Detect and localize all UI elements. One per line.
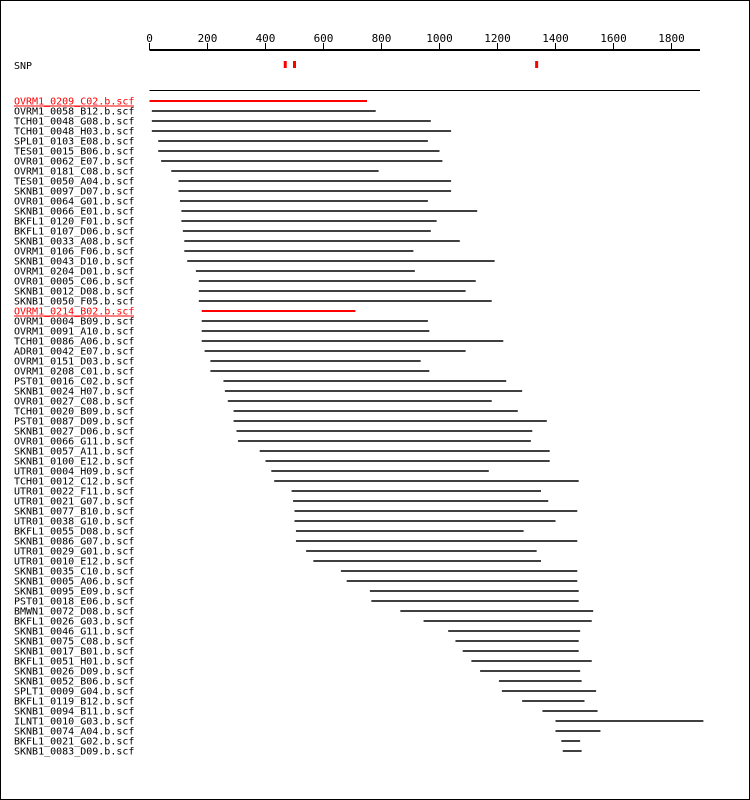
read-name: OVRM1_0209_C02.b.scf bbox=[14, 96, 135, 108]
axis-tick-label-0: 0 bbox=[146, 32, 153, 45]
read-name: OVR01_0005_C06.b.scf bbox=[14, 276, 135, 288]
read-name: SKNB1_0033_A08.b.scf bbox=[14, 236, 135, 248]
read-name: OVRM1_0151_D03.b.scf bbox=[14, 356, 135, 368]
read-name: PST01_0016_C02.b.scf bbox=[14, 376, 135, 388]
read-name: SKNB1_0005_A06.b.scf bbox=[14, 576, 135, 588]
read-name: BKFL1_0051_H01.b.scf bbox=[14, 656, 135, 668]
read-name: SKNB1_0066_E01.b.scf bbox=[14, 206, 135, 218]
read-name: SKNB1_0083_D09.b.scf bbox=[14, 746, 135, 758]
read-name: SKNB1_0024_H07.b.scf bbox=[14, 386, 135, 398]
read-name: UTR01_0022_F11.b.scf bbox=[14, 486, 135, 498]
read-name: BMWN1_0072_D08.b.scf bbox=[14, 606, 135, 618]
read-name: BKFL1_0119_B12.b.scf bbox=[14, 696, 135, 708]
read-name: SKNB1_0026_D09.b.scf bbox=[14, 666, 135, 678]
read-name: SKNB1_0027_D06.b.scf bbox=[14, 426, 135, 438]
read-name: SKNB1_0043_D10.b.scf bbox=[14, 256, 135, 268]
read-row bbox=[14, 747, 582, 758]
read-name: UTR01_0021_G07.b.scf bbox=[14, 496, 135, 508]
read-name: TES01_0050_A04.b.scf bbox=[14, 176, 135, 188]
snp-track bbox=[284, 61, 538, 68]
read-name: BKFL1_0120_F01.b.scf bbox=[14, 216, 135, 228]
read-name: OVRM1_0208_C01.b.scf bbox=[14, 366, 135, 378]
axis-tick-label-800: 800 bbox=[371, 32, 392, 45]
read-name: SKNB1_0057_A11.b.scf bbox=[14, 446, 135, 458]
read-name: SKNB1_0086_G07.b.scf bbox=[14, 536, 135, 548]
read-name: SKNB1_0094_B11.b.scf bbox=[14, 706, 135, 718]
read-list bbox=[14, 97, 703, 758]
snp-label: SNP bbox=[14, 61, 33, 72]
read-name: SKNB1_0035_C10.b.scf bbox=[14, 566, 135, 578]
axis-tick-label-1600: 1600 bbox=[600, 32, 627, 45]
read-name: SKNB1_0097_D07.b.scf bbox=[14, 186, 135, 198]
read-name: OVRM1_0204_D01.b.scf bbox=[14, 266, 135, 278]
read-name: SKNB1_0012_D08.b.scf bbox=[14, 286, 135, 298]
snp-marker bbox=[284, 61, 287, 68]
read-name: SPLT1_0009_G04.b.scf bbox=[14, 686, 135, 698]
axis-tick-label-1400: 1400 bbox=[542, 32, 569, 45]
read-name: SKNB1_0077_B10.b.scf bbox=[14, 506, 135, 518]
snp-marker bbox=[293, 61, 296, 68]
read-name: BKFL1_0107_D06.b.scf bbox=[14, 226, 135, 238]
position-axis bbox=[146, 32, 700, 50]
read-name: TES01_0015_B06.b.scf bbox=[14, 146, 135, 158]
read-name: OVR01_0062_E07.b.scf bbox=[14, 156, 135, 168]
read-name: BKFL1_0055_D08.b.scf bbox=[14, 526, 135, 538]
read-name: PST01_0018_E06.b.scf bbox=[14, 596, 135, 608]
read-name: SKNB1_0046_G11.b.scf bbox=[14, 626, 135, 638]
read-name: ADR01_0042_E07.b.scf bbox=[14, 346, 135, 358]
read-name: OVR01_0064_G01.b.scf bbox=[14, 196, 135, 208]
read-name: SKNB1_0095_E09.b.scf bbox=[14, 586, 135, 598]
read-name: OVRM1_0058_B12.b.scf bbox=[14, 106, 135, 118]
read-name: OVR01_0066_G11.b.scf bbox=[14, 436, 135, 448]
axis-tick-label-1200: 1200 bbox=[484, 32, 511, 45]
read-name: TCH01_0012_C12.b.scf bbox=[14, 476, 135, 488]
axis-tick-label-600: 600 bbox=[313, 32, 334, 45]
read-name: ILNT1_0010_G03.b.scf bbox=[14, 716, 135, 728]
read-name: OVRM1_0091_A10.b.scf bbox=[14, 326, 135, 338]
read-name: OVRM1_0004_B09.b.scf bbox=[14, 316, 135, 328]
snp-marker bbox=[535, 61, 538, 68]
read-name: BKFL1_0021_G02.b.scf bbox=[14, 736, 135, 748]
read-name: SPL01_0103_E08.b.scf bbox=[14, 136, 135, 148]
read-name: SKNB1_0050_F05.b.scf bbox=[14, 296, 135, 308]
read-name: SKNB1_0074_A04.b.scf bbox=[14, 726, 135, 738]
read-name: UTR01_0038_G10.b.scf bbox=[14, 516, 135, 528]
axis-tick-label-1000: 1000 bbox=[426, 32, 453, 45]
read-name: BKFL1_0026_G03.b.scf bbox=[14, 616, 135, 628]
read-name: UTR01_0004_H09.b.scf bbox=[14, 466, 135, 478]
read-name: TCH01_0048_H03.b.scf bbox=[14, 126, 135, 138]
axis-tick-label-400: 400 bbox=[255, 32, 276, 45]
read-name: SKNB1_0100_E12.b.scf bbox=[14, 456, 135, 468]
read-name: OVRM1_0214_B02.b.scf bbox=[14, 306, 135, 318]
read-name: UTR01_0029_G01.b.scf bbox=[14, 546, 135, 558]
read-name: SKNB1_0017_B01.b.scf bbox=[14, 646, 135, 658]
read-name: PST01_0087_D09.b.scf bbox=[14, 416, 135, 428]
read-name: SKNB1_0075_C08.b.scf bbox=[14, 636, 135, 648]
read-name: SKNB1_0052_B06.b.scf bbox=[14, 676, 135, 688]
read-name: OVRM1_0181_C08.b.scf bbox=[14, 166, 135, 178]
axis-tick-label-1800: 1800 bbox=[658, 32, 685, 45]
read-name: TCH01_0048_G08.b.scf bbox=[14, 116, 135, 128]
read-name: OVRM1_0106_F06.b.scf bbox=[14, 246, 135, 258]
read-name: TCH01_0086_A06.b.scf bbox=[14, 336, 135, 348]
read-name: UTR01_0010_E12.b.scf bbox=[14, 556, 135, 568]
read-name: OVR01_0027_C08.b.scf bbox=[14, 396, 135, 408]
axis-tick-label-200: 200 bbox=[197, 32, 218, 45]
read-name: TCH01_0020_B09.b.scf bbox=[14, 406, 135, 418]
